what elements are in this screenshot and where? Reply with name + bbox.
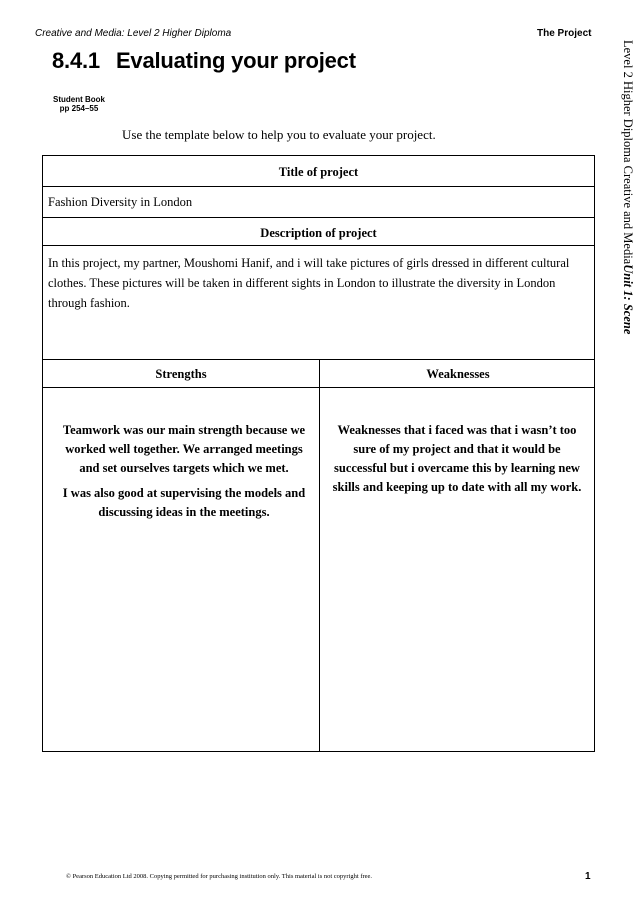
section-title: Evaluating your project	[115, 48, 356, 73]
description-of-project-value: In this project, my partner, Moushomi Hanif, and i will take pictures of girls dressed in different cultural clothes. These pictures will be taken in different sights in London to illustrate the diversity in London through fashion.	[48, 256, 570, 310]
divider	[43, 186, 594, 187]
title-of-project-value: Fashion Diversity in London	[48, 195, 193, 209]
intro-instruction: Use the template below to help you to evaluate your project.	[122, 127, 436, 142]
evaluation-template	[42, 155, 595, 752]
strengths-text	[59, 421, 309, 528]
student-book-pages: pp 254–55	[59, 104, 99, 113]
divider	[43, 245, 594, 246]
weaknesses-paragraph: Weaknesses that i faced was that i wasn’t too sure of my project and that it would be successful but i overcame this by learning new skills and keeping up to date with all my work.	[332, 423, 582, 494]
side-label	[620, 40, 635, 334]
page-title	[52, 48, 356, 74]
section-number: 8.4.1	[52, 48, 100, 73]
student-book-label: Student Book	[53, 95, 105, 104]
weaknesses-label: Weaknesses	[426, 367, 490, 381]
side-label-unit: Unit 1: Scene	[621, 264, 635, 335]
student-book-reference	[49, 95, 109, 113]
page-number: 1	[585, 871, 591, 882]
column-divider	[319, 359, 320, 751]
strengths-paragraph: I was also good at supervising the models and discussing ideas in the meetings.	[62, 486, 306, 519]
strengths-label: Strengths	[155, 367, 207, 381]
strengths-paragraph: Teamwork was our main strength because we worked well together. We arranged meetings and set ourselves targets which we met.	[62, 423, 306, 475]
divider	[43, 217, 594, 218]
header-course: Creative and Media: Level 2 Higher Diploma	[35, 28, 232, 39]
side-label-text: Level 2 Higher Diploma Creative and Media	[621, 40, 635, 265]
weaknesses-text	[326, 421, 588, 503]
title-of-project-label: Title of project	[278, 165, 359, 179]
divider	[43, 387, 594, 388]
description-of-project-label: Description of project	[260, 226, 377, 240]
header-section: The Project	[537, 28, 592, 39]
footer-copyright: © Pearson Education Ltd 2008. Copying permitted for purchasing institution only. This material is not copyright free.	[66, 873, 373, 880]
